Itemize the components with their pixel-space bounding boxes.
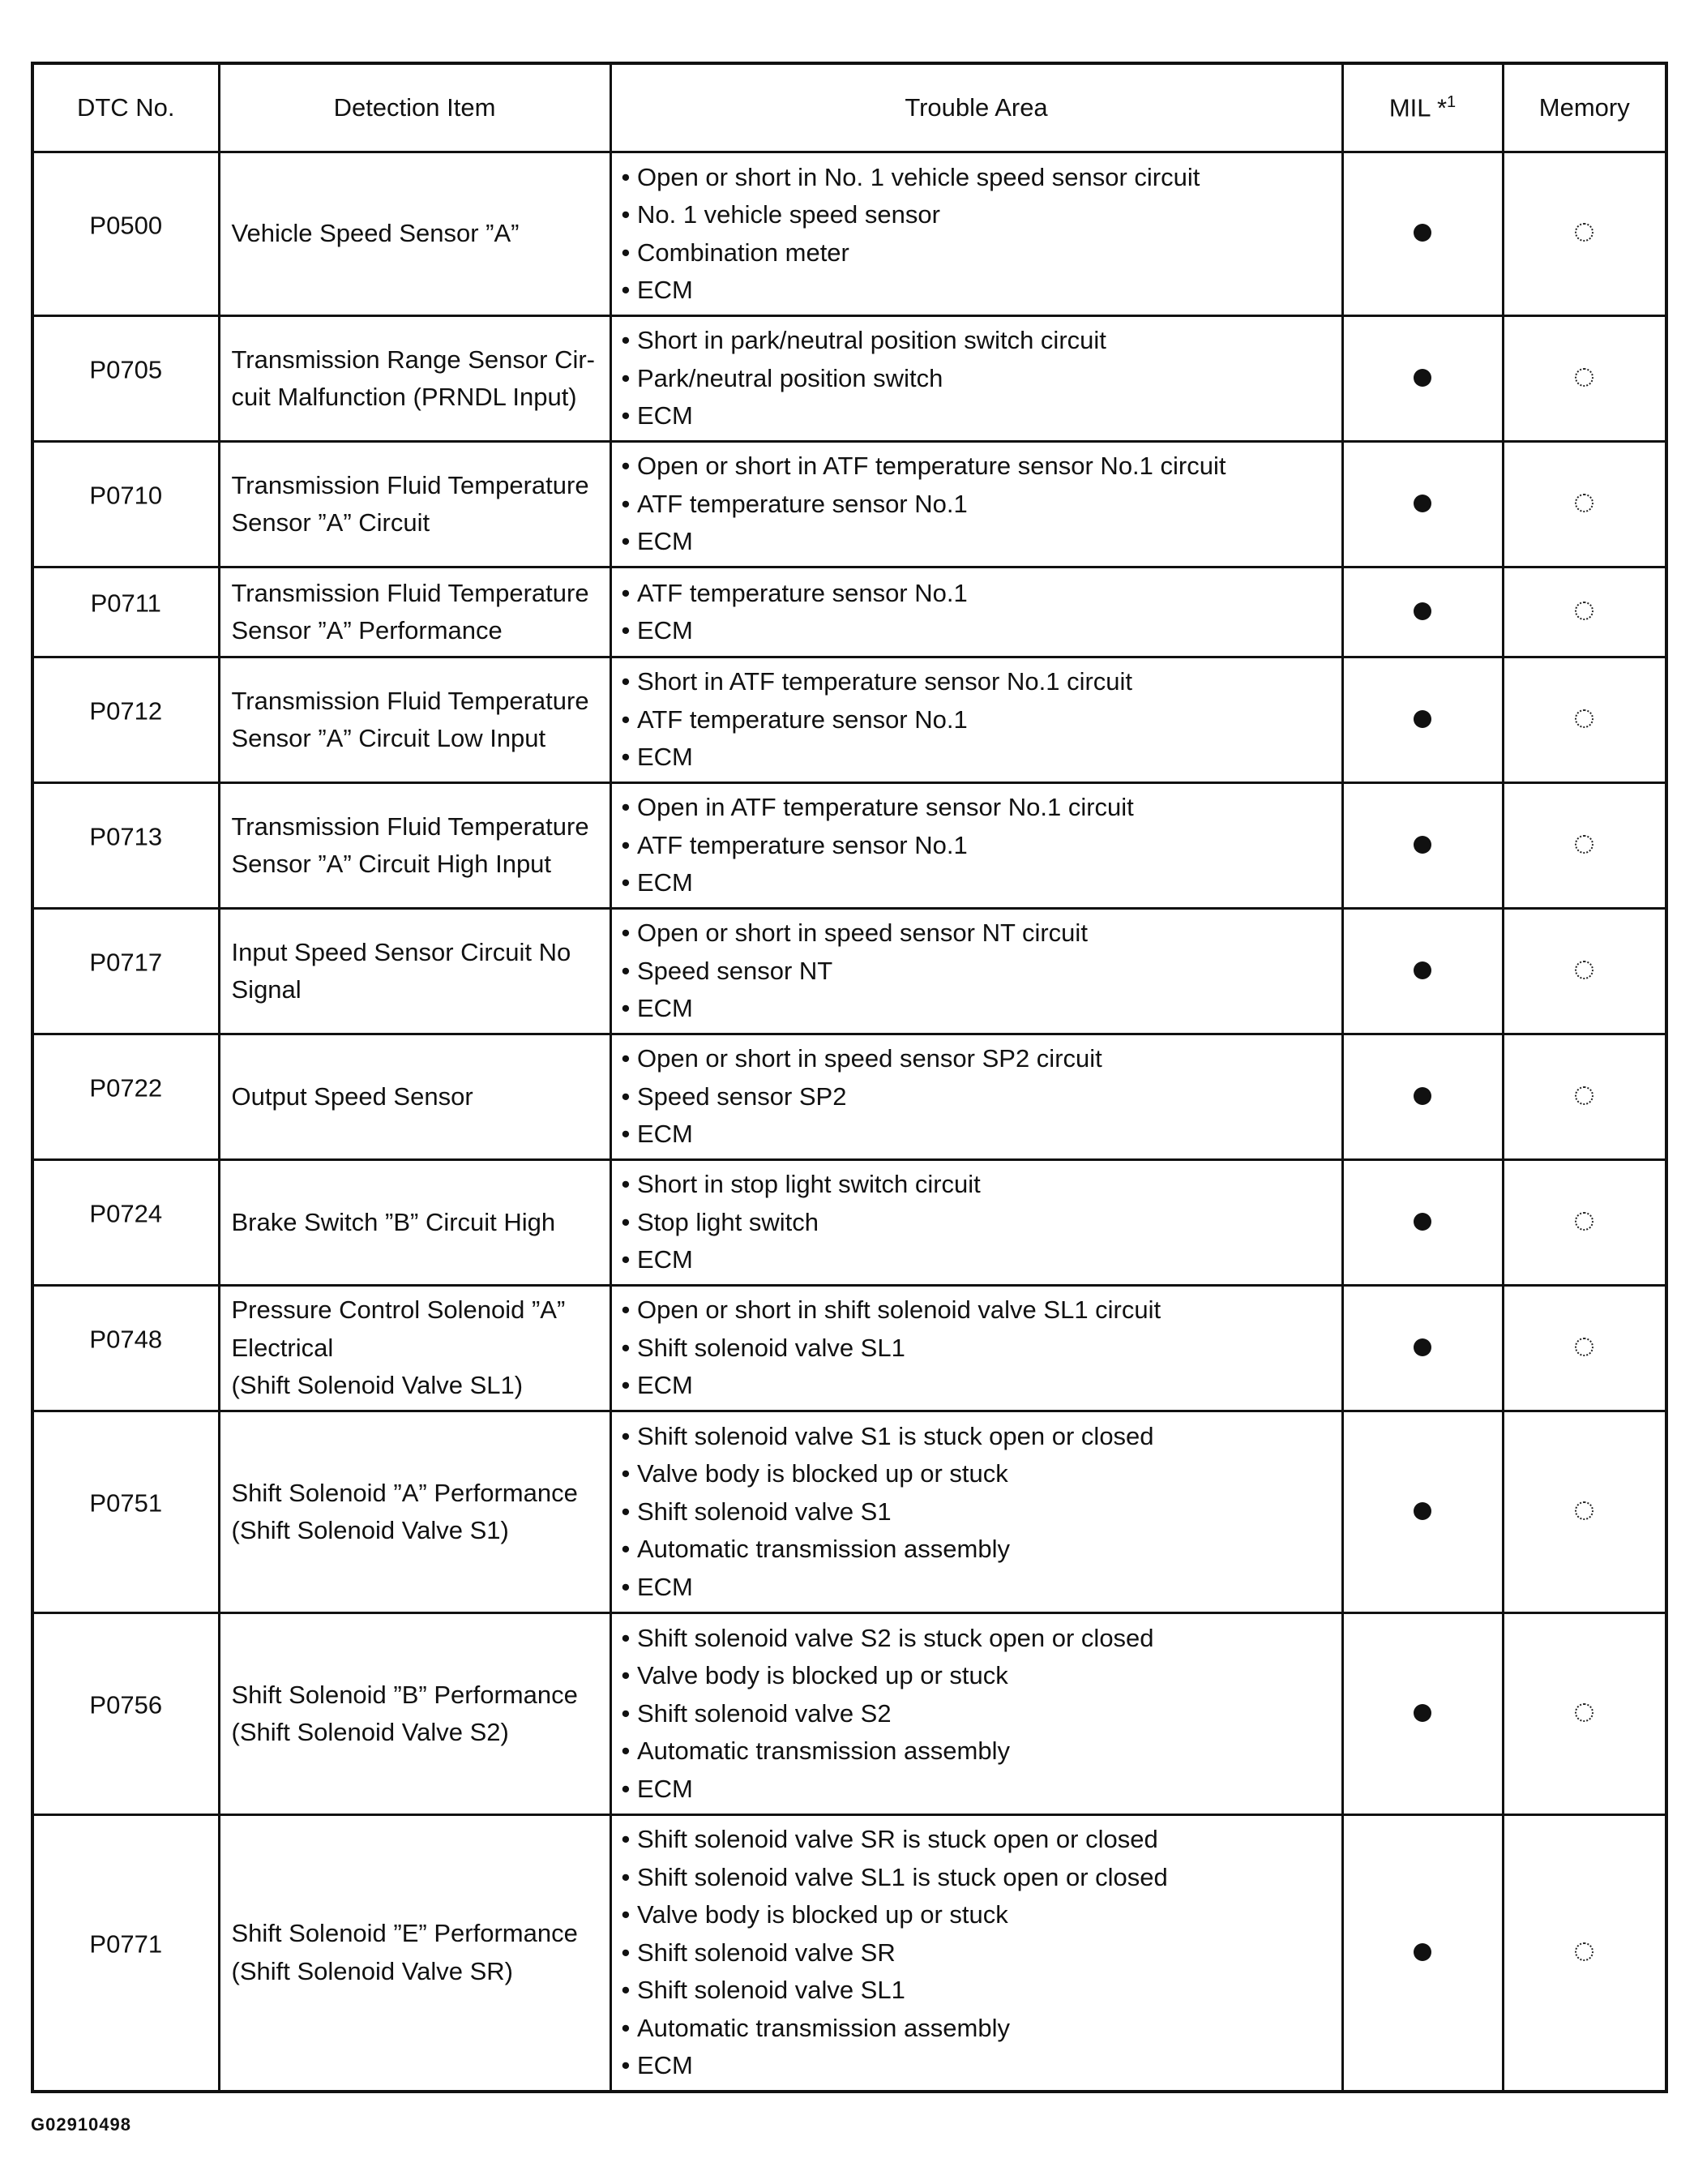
dtc-code-cell — [32, 1034, 219, 1160]
memory-cell — [1503, 1411, 1666, 1613]
memory-cell — [1503, 783, 1666, 909]
trouble-area-item: • ATF temperature sensor No.1 — [622, 575, 1341, 613]
trouble-area-item: • Shift solenoid valve SL1 — [622, 1330, 1341, 1368]
mil-cell — [1342, 1411, 1503, 1613]
table-row — [32, 316, 1666, 442]
trouble-area-cell — [610, 442, 1342, 567]
detection-item: Brake Switch ”B” Circuit High — [219, 1160, 610, 1286]
trouble-area-item: • Shift solenoid valve S1 — [622, 1493, 1341, 1531]
memory-cell — [1503, 316, 1666, 442]
memory-cell — [1503, 909, 1666, 1034]
dtc-code-cell — [32, 1411, 219, 1613]
mil-on-icon — [1414, 1704, 1431, 1722]
header-detection-item-label: Detection Item — [333, 93, 496, 122]
trouble-area-cell — [610, 1160, 1342, 1286]
dtc-code-cell — [32, 1160, 219, 1286]
memory-stored-icon — [1575, 223, 1593, 242]
trouble-area-cell — [610, 567, 1342, 657]
trouble-area-item: • Open or short in shift solenoid valve SL1 circuit — [622, 1291, 1341, 1330]
trouble-area-cell — [610, 152, 1342, 316]
detection-item: Output Speed Sensor — [219, 1034, 610, 1160]
header-dtc-no-label: DTC No. — [76, 93, 175, 122]
dtc-code-cell — [32, 657, 219, 783]
memory-stored-icon — [1575, 494, 1593, 512]
mil-on-icon — [1414, 710, 1431, 728]
table-row — [32, 657, 1666, 783]
trouble-area-item: • Speed sensor SP2 — [622, 1078, 1341, 1116]
mil-on-icon — [1414, 1213, 1431, 1231]
dtc-code: P0717 — [89, 948, 163, 977]
mil-cell — [1342, 567, 1503, 657]
trouble-area-cell — [610, 1286, 1342, 1411]
memory-stored-icon — [1575, 368, 1593, 387]
table-row — [32, 567, 1666, 657]
trouble-area-cell — [610, 1411, 1342, 1613]
dtc-code-cell — [32, 1815, 219, 2092]
trouble-area-item: • ATF temperature sensor No.1 — [622, 827, 1341, 865]
trouble-area-item: • Open or short in ATF temperature sensor No.1 circuit — [622, 448, 1341, 486]
trouble-area-item: • ECM — [622, 1367, 1341, 1405]
trouble-area-list — [622, 1821, 1341, 2085]
trouble-area-list — [622, 1620, 1341, 1809]
mil-cell — [1342, 909, 1503, 1034]
header-mil-label: MIL * — [1388, 93, 1448, 122]
detection-item: Input Speed Sensor Circuit No Signal — [219, 909, 610, 1034]
trouble-area-item: • ECM — [622, 1771, 1341, 1809]
detection-item: Vehicle Speed Sensor ”A” — [219, 152, 610, 316]
table-row — [32, 783, 1666, 909]
memory-cell — [1503, 567, 1666, 657]
detection-item: Transmission Fluid Temperature Sensor ”A” Performance — [219, 567, 610, 657]
trouble-area-cell — [610, 783, 1342, 909]
header-memory — [1503, 63, 1666, 152]
detection-item: Transmission Fluid Temperature Sensor ”A” Circuit High Input — [219, 783, 610, 909]
trouble-area-cell — [610, 1034, 1342, 1160]
trouble-area-item: • Park/neutral position switch — [622, 360, 1341, 398]
mil-on-icon — [1414, 495, 1431, 512]
table-row — [32, 152, 1666, 316]
memory-stored-icon — [1575, 1501, 1593, 1520]
trouble-area-item: • No. 1 vehicle speed sensor — [622, 196, 1341, 234]
trouble-area-item: • Speed sensor NT — [622, 953, 1341, 991]
dtc-code-cell — [32, 316, 219, 442]
header-detection-item — [219, 63, 610, 152]
detection-item: Shift Solenoid ”B” Performance (Shift Solenoid Valve S2) — [219, 1613, 610, 1815]
mil-cell — [1342, 1286, 1503, 1411]
table-row — [32, 1286, 1666, 1411]
dtc-code: P0710 — [89, 481, 163, 510]
trouble-area-item: • Combination meter — [622, 234, 1341, 272]
mil-footnote-marker: 1 — [1447, 92, 1457, 111]
trouble-area-item: • Valve body is blocked up or stuck — [622, 1455, 1341, 1493]
trouble-area-list — [622, 789, 1341, 902]
trouble-area-item: • Open or short in No. 1 vehicle speed sensor circuit — [622, 159, 1341, 197]
table-row — [32, 909, 1666, 1034]
trouble-area-item: • ECM — [622, 1116, 1341, 1154]
trouble-area-cell — [610, 316, 1342, 442]
trouble-area-item: • Shift solenoid valve SL1 is stuck open or closed — [622, 1859, 1341, 1897]
trouble-area-item: • Short in park/neutral position switch circuit — [622, 322, 1341, 360]
trouble-area-item: • Shift solenoid valve S2 is stuck open or closed — [622, 1620, 1341, 1658]
header-dtc-no — [32, 63, 219, 152]
mil-on-icon — [1414, 369, 1431, 387]
dtc-code: P0771 — [89, 1929, 163, 1959]
trouble-area-item: • ECM — [622, 397, 1341, 435]
mil-cell — [1342, 442, 1503, 567]
trouble-area-item: • ECM — [622, 739, 1341, 777]
trouble-area-item: • ECM — [622, 523, 1341, 561]
dtc-code-cell — [32, 442, 219, 567]
memory-stored-icon — [1575, 1338, 1593, 1356]
mil-cell — [1342, 1613, 1503, 1815]
memory-stored-icon — [1575, 1703, 1593, 1722]
detection-item: Transmission Range Sensor Cir- cuit Malfunction (PRNDL Input) — [219, 316, 610, 442]
detection-item: Transmission Fluid Temperature Sensor ”A” Circuit — [219, 442, 610, 567]
trouble-area-item: • Open in ATF temperature sensor No.1 circuit — [622, 789, 1341, 827]
trouble-area-list — [622, 1040, 1341, 1154]
trouble-area-item: • ECM — [622, 1241, 1341, 1279]
trouble-area-item: • ECM — [622, 612, 1341, 650]
trouble-area-item: • Shift solenoid valve S2 — [622, 1695, 1341, 1733]
trouble-area-item: • ATF temperature sensor No.1 — [622, 486, 1341, 524]
detection-item: Shift Solenoid ”A” Performance (Shift Solenoid Valve S1) — [219, 1411, 610, 1613]
trouble-area-item: • Shift solenoid valve SL1 — [622, 1972, 1341, 2010]
memory-cell — [1503, 1034, 1666, 1160]
trouble-area-item: • Shift solenoid valve S1 is stuck open or closed — [622, 1418, 1341, 1456]
detection-item: Transmission Fluid Temperature Sensor ”A” Circuit Low Input — [219, 657, 610, 783]
header-memory-label: Memory — [1538, 93, 1630, 122]
trouble-area-item: • Short in stop light switch circuit — [622, 1166, 1341, 1204]
table-row — [32, 1411, 1666, 1613]
detection-item: Pressure Control Solenoid ”A” Electrical (Shift Solenoid Valve SL1) — [219, 1286, 610, 1411]
table-row — [32, 1160, 1666, 1286]
memory-cell — [1503, 1160, 1666, 1286]
trouble-area-list — [622, 322, 1341, 435]
header-trouble-area — [610, 63, 1342, 152]
trouble-area-item: • Shift solenoid valve SR is stuck open or closed — [622, 1821, 1341, 1859]
trouble-area-item: • ECM — [622, 272, 1341, 310]
memory-stored-icon — [1575, 1942, 1593, 1961]
memory-cell — [1503, 152, 1666, 316]
mil-on-icon — [1414, 224, 1431, 242]
mil-cell — [1342, 783, 1503, 909]
trouble-area-item: • Automatic transmission assembly — [622, 1531, 1341, 1569]
memory-cell — [1503, 657, 1666, 783]
trouble-area-list — [622, 448, 1341, 561]
trouble-area-item: • ECM — [622, 990, 1341, 1028]
mil-on-icon — [1414, 1087, 1431, 1105]
trouble-area-item: • ECM — [622, 864, 1341, 902]
trouble-area-item: • ECM — [622, 2047, 1341, 2085]
trouble-area-item: • Short in ATF temperature sensor No.1 circuit — [622, 663, 1341, 701]
dtc-code-cell — [32, 1286, 219, 1411]
detection-item: Shift Solenoid ”E” Performance (Shift Solenoid Valve SR) — [219, 1815, 610, 2092]
table-body — [32, 152, 1666, 2092]
dtc-code-cell — [32, 783, 219, 909]
header-mil — [1342, 63, 1503, 152]
trouble-area-cell — [610, 657, 1342, 783]
trouble-area-list — [622, 575, 1341, 650]
trouble-area-cell — [610, 1613, 1342, 1815]
mil-on-icon — [1414, 1338, 1431, 1356]
trouble-area-item: • Automatic transmission assembly — [622, 1732, 1341, 1771]
table-row — [32, 1034, 1666, 1160]
dtc-code: P0724 — [89, 1199, 163, 1228]
mil-on-icon — [1414, 1502, 1431, 1520]
dtc-code: P0712 — [89, 696, 163, 726]
table-row — [32, 1815, 1666, 2092]
mil-cell — [1342, 1034, 1503, 1160]
trouble-area-list — [622, 1166, 1341, 1279]
dtc-code: P0722 — [89, 1073, 163, 1103]
memory-stored-icon — [1575, 1212, 1593, 1231]
trouble-area-item: • Valve body is blocked up or stuck — [622, 1896, 1341, 1934]
trouble-area-list — [622, 914, 1341, 1028]
trouble-area-cell — [610, 1815, 1342, 2092]
header-trouble-area-label: Trouble Area — [905, 93, 1048, 122]
memory-cell — [1503, 1286, 1666, 1411]
table-row — [32, 442, 1666, 567]
mil-on-icon — [1414, 602, 1431, 620]
trouble-area-cell — [610, 909, 1342, 1034]
dtc-code: P0713 — [89, 822, 163, 851]
memory-stored-icon — [1575, 709, 1593, 728]
dtc-table — [31, 62, 1668, 2093]
memory-cell — [1503, 1815, 1666, 2092]
dtc-code-cell — [32, 152, 219, 316]
trouble-area-item: • ECM — [622, 1569, 1341, 1607]
trouble-area-item: • Valve body is blocked up or stuck — [622, 1657, 1341, 1695]
trouble-area-list — [622, 159, 1341, 310]
dtc-code: P0756 — [89, 1690, 163, 1719]
mil-on-icon — [1414, 961, 1431, 979]
dtc-code: P0705 — [89, 355, 163, 384]
mil-cell — [1342, 152, 1503, 316]
memory-stored-icon — [1575, 602, 1593, 620]
table-row — [32, 1613, 1666, 1815]
figure-code: G02910498 — [31, 2114, 131, 2135]
trouble-area-item: • Open or short in speed sensor NT circuit — [622, 914, 1341, 953]
dtc-code: P0751 — [89, 1488, 163, 1518]
dtc-code: P0748 — [89, 1325, 163, 1354]
mil-cell — [1342, 1160, 1503, 1286]
memory-stored-icon — [1575, 1086, 1593, 1105]
mil-cell — [1342, 316, 1503, 442]
trouble-area-item: • ATF temperature sensor No.1 — [622, 701, 1341, 739]
trouble-area-item: • Stop light switch — [622, 1204, 1341, 1242]
dtc-code: P0500 — [89, 211, 163, 240]
dtc-code: P0711 — [90, 589, 161, 618]
trouble-area-item: • Automatic transmission assembly — [622, 2010, 1341, 2048]
trouble-area-list — [622, 1291, 1341, 1405]
trouble-area-item: • Open or short in speed sensor SP2 circuit — [622, 1040, 1341, 1078]
trouble-area-list — [622, 1418, 1341, 1607]
trouble-area-list — [622, 663, 1341, 777]
memory-cell — [1503, 442, 1666, 567]
dtc-code-cell — [32, 1613, 219, 1815]
dtc-code-cell — [32, 909, 219, 1034]
trouble-area-item: • Shift solenoid valve SR — [622, 1934, 1341, 1972]
mil-on-icon — [1414, 1943, 1431, 1961]
header-row — [32, 63, 1666, 152]
memory-stored-icon — [1575, 961, 1593, 979]
memory-cell — [1503, 1613, 1666, 1815]
dtc-code-cell — [32, 567, 219, 657]
memory-stored-icon — [1575, 835, 1593, 854]
mil-cell — [1342, 1815, 1503, 2092]
mil-cell — [1342, 657, 1503, 783]
mil-on-icon — [1414, 836, 1431, 854]
